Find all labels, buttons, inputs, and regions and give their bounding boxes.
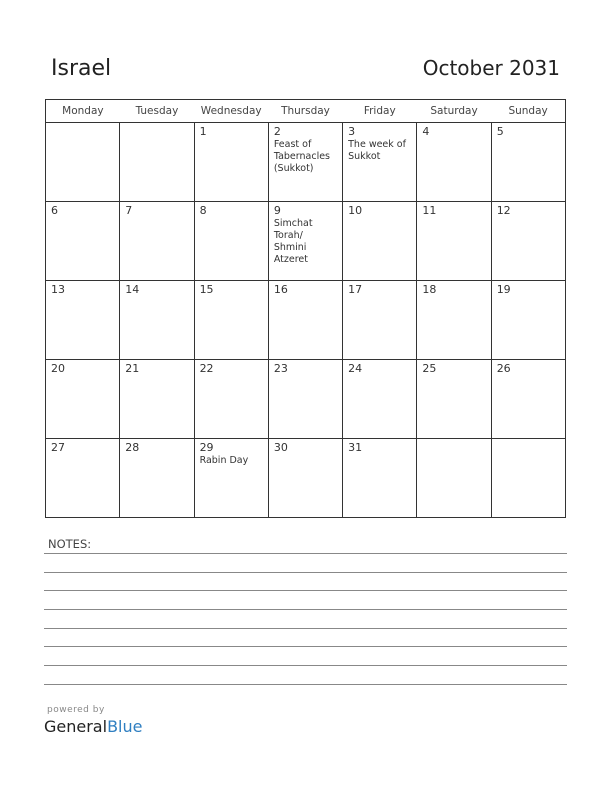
day-cell: [120, 360, 194, 439]
day-cell: [491, 123, 565, 202]
day-cell: [268, 123, 342, 202]
day-number: 5: [496, 125, 504, 138]
day-number: 12: [496, 204, 511, 217]
day-number: 13: [51, 283, 65, 296]
day-event: Rabin Day: [199, 455, 249, 466]
day-number: 14: [125, 283, 140, 296]
logo-blue-text: Blue: [107, 717, 143, 736]
calendar-month-title: October 2031: [422, 56, 560, 80]
day-cell: [268, 360, 342, 439]
day-cell: [194, 202, 268, 281]
day-cell: [417, 123, 491, 202]
day-cell: [491, 202, 565, 281]
day-cell: [417, 281, 491, 360]
day-number: 17: [348, 283, 363, 296]
day-cell: [343, 202, 417, 281]
day-number: 30: [273, 441, 288, 454]
day-cell: [120, 439, 194, 518]
day-number: 20: [51, 362, 65, 375]
weekday-sunday: Sunday: [491, 100, 565, 123]
day-cell: [417, 439, 491, 518]
day-number: 18: [422, 283, 437, 296]
day-cell: [194, 281, 268, 360]
day-number: 27: [51, 441, 65, 454]
day-number: 10: [348, 204, 363, 217]
day-cell: [194, 360, 268, 439]
week-row: [46, 281, 566, 360]
day-number: 1: [199, 125, 207, 138]
weekday-friday: Friday: [343, 100, 417, 123]
notes-line: [44, 553, 567, 554]
day-number: 2: [273, 125, 281, 138]
notes-line: [44, 684, 567, 685]
day-cell: [46, 360, 120, 439]
day-event: Feast of Tabernacles (Sukkot): [273, 139, 331, 174]
day-cell: [268, 202, 342, 281]
day-cell: [343, 360, 417, 439]
day-number: 4: [422, 125, 430, 138]
day-number: 31: [348, 441, 363, 454]
day-cell: [417, 202, 491, 281]
notes-line: [44, 665, 567, 666]
day-cell: [46, 439, 120, 518]
day-number: 6: [51, 204, 58, 217]
day-cell: [343, 439, 417, 518]
day-cell: [491, 360, 565, 439]
notes-line: [44, 628, 567, 629]
day-cell: [194, 439, 268, 518]
day-number: 21: [125, 362, 140, 375]
generalblue-logo: [44, 717, 142, 736]
day-cell: [417, 360, 491, 439]
day-event: Simchat Torah/ Shmini Atzeret: [273, 218, 313, 265]
day-cell: [491, 439, 565, 518]
day-cell: [268, 281, 342, 360]
notes-label: NOTES:: [48, 537, 92, 551]
day-number: 8: [199, 204, 207, 217]
day-number: 3: [348, 125, 356, 138]
day-number: 22: [199, 362, 214, 375]
day-number: 25: [422, 362, 437, 375]
day-cell: [46, 202, 120, 281]
day-number: 15: [199, 283, 214, 296]
notes-line: [44, 609, 567, 610]
day-number: 28: [125, 441, 140, 454]
day-cell: [120, 281, 194, 360]
weekday-monday: Monday: [46, 100, 120, 123]
day-number: 24: [348, 362, 363, 375]
day-event: The week of Sukkot: [348, 139, 406, 162]
day-number: 9: [273, 204, 281, 217]
powered-by-text: powered by: [47, 705, 105, 715]
day-number: 29: [199, 441, 214, 454]
calendar-country-title: Israel: [51, 56, 112, 81]
notes-line: [44, 572, 567, 573]
weekday-wednesday: Wednesday: [194, 100, 268, 123]
calendar-grid: [45, 99, 566, 518]
notes-line: [44, 590, 567, 591]
day-number: 16: [273, 283, 288, 296]
day-cell: [343, 123, 417, 202]
day-cell: [491, 281, 565, 360]
logo-general-text: General: [44, 717, 108, 736]
weekday-tuesday: Tuesday: [120, 100, 194, 123]
day-cell: [268, 439, 342, 518]
day-cell: [343, 281, 417, 360]
week-row: [46, 202, 566, 281]
day-cell: [194, 123, 268, 202]
day-number: 26: [496, 362, 511, 375]
day-cell: [120, 202, 194, 281]
notes-line: [44, 646, 567, 647]
weekday-thursday: Thursday: [268, 100, 342, 123]
day-number: 11: [422, 204, 437, 217]
day-number: 7: [125, 204, 133, 217]
weekday-header-row: [46, 100, 566, 123]
day-cell: [46, 281, 120, 360]
weekday-saturday: Saturday: [417, 100, 491, 123]
week-row: [46, 360, 566, 439]
day-cell: [46, 123, 120, 202]
day-cell: [120, 123, 194, 202]
day-number: 23: [273, 362, 288, 375]
week-row: [46, 439, 566, 518]
week-row: [46, 123, 566, 202]
day-number: 19: [496, 283, 511, 296]
